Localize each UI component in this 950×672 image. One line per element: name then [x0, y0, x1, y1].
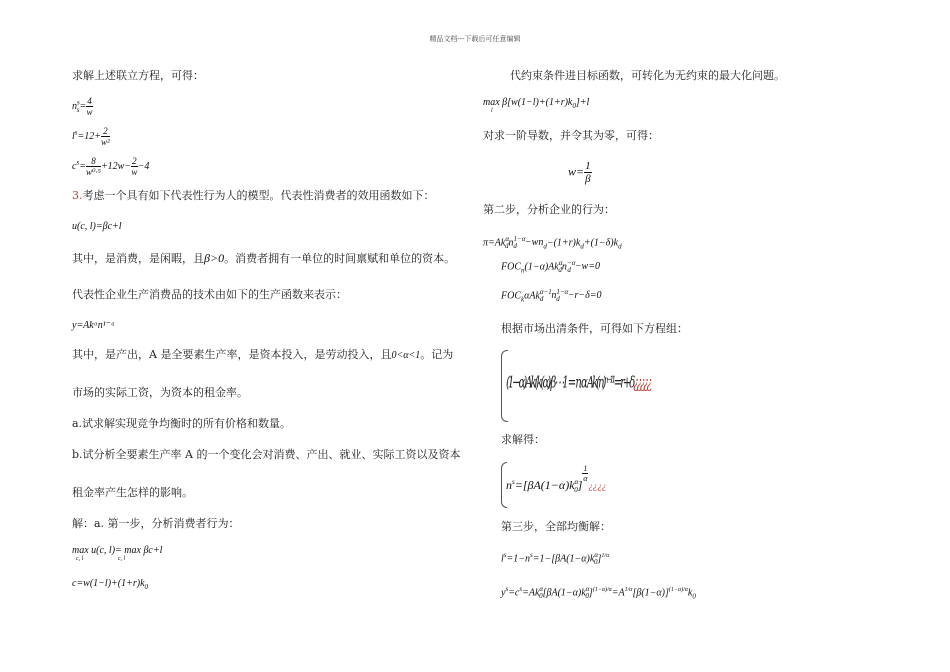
question-a: a.试求解实现竞争均衡时的所有价格和数量。	[72, 417, 292, 430]
utility-function: u(c, l)=βc+l	[72, 221, 122, 232]
equation-system-garbled: (1−α)Ak(k(α)/β⋯1 = n α Ak(n)ⁿ⁻¹¹=r+δ¿¿¿¿¿	[506, 374, 651, 393]
profit-function: $\pi=Ak^\alpha_dn^{1-\alpha}_d -wn_d-(1+r)k_d+(1-\delta)k_d$	[483, 235, 622, 251]
equation-cs: $c^s=$ $\frac{8}{\text{w⁰·⁵}}$ +12w− $\frac{2}{w}$ −4	[72, 156, 150, 177]
wage-description: 市场的实际工资，为资本的租金率。	[72, 386, 248, 399]
budget-constraint: $c=w(1-l)+(1+r)k_0$	[72, 578, 149, 591]
labor-solution: $n^s=[\beta A(1-\alpha)k^\alpha_0]$ $\frac{1}{\alpha}$ ¿¿¿¿	[506, 464, 607, 495]
production-function: y=Akᵅn¹⁻ᵅ	[72, 320, 115, 331]
firm-description: 其中，是产出，A 是全要素生产率，是资本投入，是劳动投入，且0<α<1。记为	[72, 348, 454, 361]
equation-ls: $l^s=12+$ $\frac{2}{\text{w²}}$	[72, 126, 110, 147]
solution-step1: 解：a. 第一步，分析消费者行为：	[72, 517, 240, 530]
market-clearing-intro: 根据市场出清条件，可得如下方程组：	[501, 322, 688, 335]
foc-k: $FOC_k\alpha Ak^{\alpha-1}_d$ $n^{1-\alpha}_d -r-\delta=0$	[501, 288, 602, 304]
consumer-description: 其中，是消费，是闲暇，且β>0。消费者拥有一单位的时间禀赋和单位的资本。	[72, 251, 456, 265]
first-order-intro: 对求一阶导数，并令其为零，可得：	[483, 129, 659, 142]
foc-n: $FOC_n(1-\alpha)Ak^\alpha_dn^{-\alpha}_d -w=0$	[501, 259, 600, 275]
question-b-cont: 租金率产生怎样的影响。	[72, 486, 193, 499]
equation-ns: $n^s_s=$ $\frac{4}{w}$	[72, 96, 93, 117]
solution-step3: 第三步，全部均衡解：	[501, 520, 611, 533]
solution-step2: 第二步，分析企业的行为：	[483, 203, 615, 216]
unconstrained-intro: 代约束条件进目标函数，可转化为无约束的最大化问题。	[510, 69, 785, 82]
question-3: 3.考虑一个具有如下代表性行为人的模型。代表性消费者的效用函数如下：	[72, 189, 435, 202]
output-equilibrium: $y^s=c^s=Ak^\alpha_0[\beta A(1-\alpha)k^\alpha_0]^{(1-\alpha)/\alpha}=A^{1/\alpha}[\beta(1-\alpha)]^{(1-\alpha)/\alpha}k_0$	[501, 585, 696, 601]
wage-solution: w= $\frac{1}{\beta}$	[568, 160, 591, 185]
production-intro: 代表性企业生产消费品的技术由如下的生产函数来表示：	[72, 288, 347, 301]
max-utility: max u(c, l)= max βc+l c, l c, l	[72, 545, 163, 562]
page-header: 精品文档---下载后可任意编辑	[429, 35, 521, 43]
question-b: b.试分析全要素生产率 A 的一个变化会对消费、产出、就业、实际工资以及资本	[72, 448, 461, 461]
leisure-equilibrium: $l^s=1-n^s=1-[\beta A(1-\alpha)k^\alpha_0]^{1/\alpha}$	[501, 551, 610, 567]
solve-intro: 求解上述联立方程，可得：	[72, 69, 204, 82]
max-unconstrained: $\max \beta[w(1-l)+(1+r)k_0]+l$ l	[483, 97, 590, 114]
solve-result-intro: 求解得：	[501, 433, 545, 446]
